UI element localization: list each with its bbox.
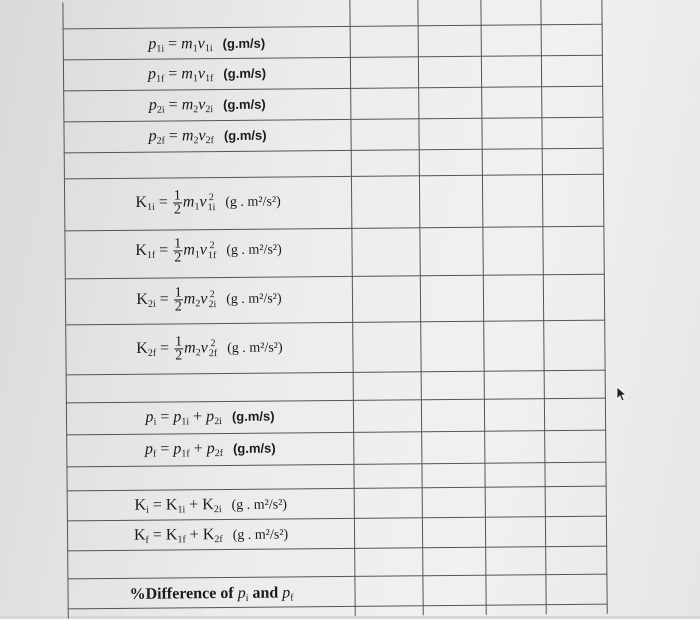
grid-line (65, 274, 605, 280)
row-label-K2f: $K_{2f}$ = $\frac{1}{2}$ $m_2v$ 2 2f (g . m²/s²) (136, 334, 283, 364)
grid-line (64, 226, 604, 232)
row-label-p1f: $p_{1f} = m_1v_{1f}$ (g.m/s) (147, 65, 267, 85)
grid-line (67, 486, 607, 492)
grid-line (417, 0, 423, 615)
row-label-p1i: $p_{1i} = m_1v_{1i}$ (g.m/s) (148, 35, 266, 55)
row-label-p2i: $p_{2i} = m_2v_{2i}$ (g.m/s) (148, 96, 266, 116)
mouse-pointer-icon (616, 386, 628, 407)
fraction-half: $\frac{1}{2}$ (174, 236, 182, 266)
grid-line (63, 24, 603, 30)
fraction-half: $\frac{1}{2}$ (174, 285, 182, 315)
grid-line (65, 320, 605, 326)
row-label-K1f: $K_{1f}$ = $\frac{1}{2}$ $m_1v$ 2 1f (g . m²/s²) (135, 236, 282, 266)
row-label-pf: $p_f = p_{1f} + p_{2f}$ (g.m/s) (144, 440, 276, 460)
grid-line (66, 398, 606, 404)
grid-line (601, 0, 607, 614)
row-label-pi: $p_i = p_{1i} + p_{2i}$ (g.m/s) (145, 408, 275, 428)
row-label-p2f: $p_{2f} = m_2v_{2f}$ (g.m/s) (148, 127, 267, 147)
grid-line (64, 174, 604, 180)
grid-line (480, 0, 486, 615)
fraction-half: $\frac{1}{2}$ (175, 334, 183, 364)
row-label-pct-difference: %Difference of $p_i$ and $p_f$ (129, 584, 294, 604)
row-label-Ki: $K_i = K_{1i} + K_{2i}$ (g . m²/s²) (134, 496, 288, 516)
fraction-half: $\frac{1}{2}$ (173, 188, 182, 218)
row-label-Kf: $K_f = K_{1f} + K_{2f}$ (g . m²/s²) (133, 526, 289, 546)
row-label-K2i: $K_{2i}$ = $\frac{1}{2}$ $m_2v$ 2 2i (g . m²/s²) (136, 285, 282, 315)
row-label-K1i: $K_{1i}$ = $\frac{1}{2}$ $m_1v$ 2 1i (g . m²/s²) (135, 188, 281, 218)
grid-line (67, 574, 607, 580)
grid-line (66, 370, 606, 376)
grid-line (540, 0, 546, 614)
